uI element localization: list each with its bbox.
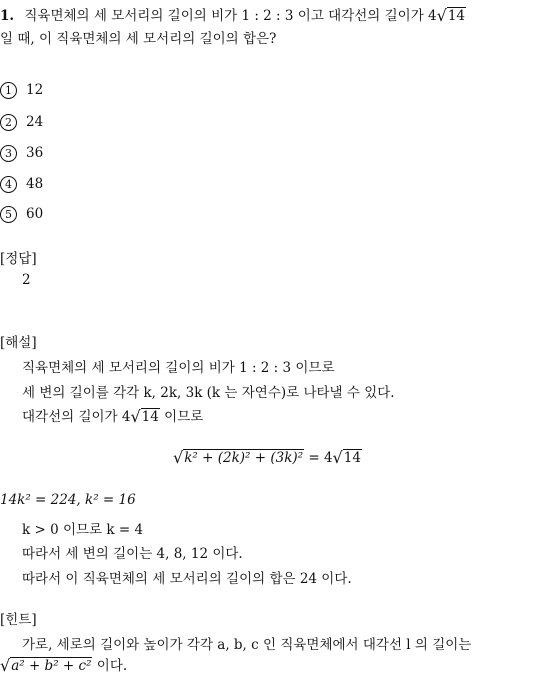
option-3[interactable] <box>0 145 43 162</box>
answer-value: 2 <box>22 272 31 288</box>
option-value-3: 36 <box>26 145 44 161</box>
question-text-1: 직육면체의 세 모서리의 길이의 비가 1 : 2 : 3 이고 대각선의 길이가 4 <box>24 8 437 24</box>
question-number: 1. <box>0 8 15 24</box>
sqrt-14-explanation: √14 <box>130 407 159 426</box>
option-5[interactable] <box>0 206 43 223</box>
explanation-line-7: 따라서 이 직육면체의 세 모서리의 길이의 합은 24 이다. <box>22 571 352 587</box>
sqrt-sum-squares: √k² + (2k)² + (3k)² <box>173 448 304 467</box>
question-line-2: 일 때, 이 직육면체의 세 모서리의 길이의 합은? <box>0 31 277 47</box>
hint-label: [힌트] <box>0 612 37 628</box>
sqrt-abc: √a² + b² + c² <box>0 656 92 675</box>
explanation-line-3: 대각선의 길이가 4√14 이므로 <box>22 407 204 426</box>
hint-line-1: 가로, 세로의 길이와 높이가 각각 a, b, c 인 직육면체에서 대각선 l 의 길이는 <box>22 637 472 653</box>
explanation-line-4: 14k² = 224, k² = 16 <box>0 492 136 508</box>
option-mark-5: 5 <box>0 206 17 223</box>
explanation-line-6: 따라서 세 변의 길이는 4, 8, 12 이다. <box>22 546 243 562</box>
question-line-1 <box>0 4 466 24</box>
explanation-line-2: 세 변의 길이를 각각 k, 2k, 3k (k 는 자연수)로 나타낼 수 있다. <box>22 385 395 401</box>
option-mark-3: 3 <box>0 145 17 162</box>
option-value-5: 60 <box>26 206 44 222</box>
sqrt-14-question: √14 <box>436 6 466 25</box>
option-4[interactable] <box>0 176 43 193</box>
option-mark-1: 1 <box>0 82 17 99</box>
option-value-1: 12 <box>26 82 44 98</box>
explanation-label: [해설] <box>0 335 37 351</box>
explanation-line-1: 직육면체의 세 모서리의 길이의 비가 1 : 2 : 3 이므로 <box>22 360 335 376</box>
answer-label: [정답] <box>0 251 37 267</box>
option-1[interactable] <box>0 82 43 99</box>
option-value-2: 24 <box>26 114 44 130</box>
explanation-line-5: k > 0 이므로 k = 4 <box>22 522 144 538</box>
hint-line-2: √a² + b² + c² 이다. <box>0 656 128 675</box>
option-value-4: 48 <box>26 176 44 192</box>
option-mark-4: 4 <box>0 176 17 193</box>
option-mark-2: 2 <box>0 114 17 131</box>
option-2[interactable] <box>0 114 43 131</box>
sqrt-14-equation: √14 <box>332 448 361 467</box>
diagonal-equation: √k² + (2k)² + (3k)² = 4√14 <box>173 448 361 467</box>
